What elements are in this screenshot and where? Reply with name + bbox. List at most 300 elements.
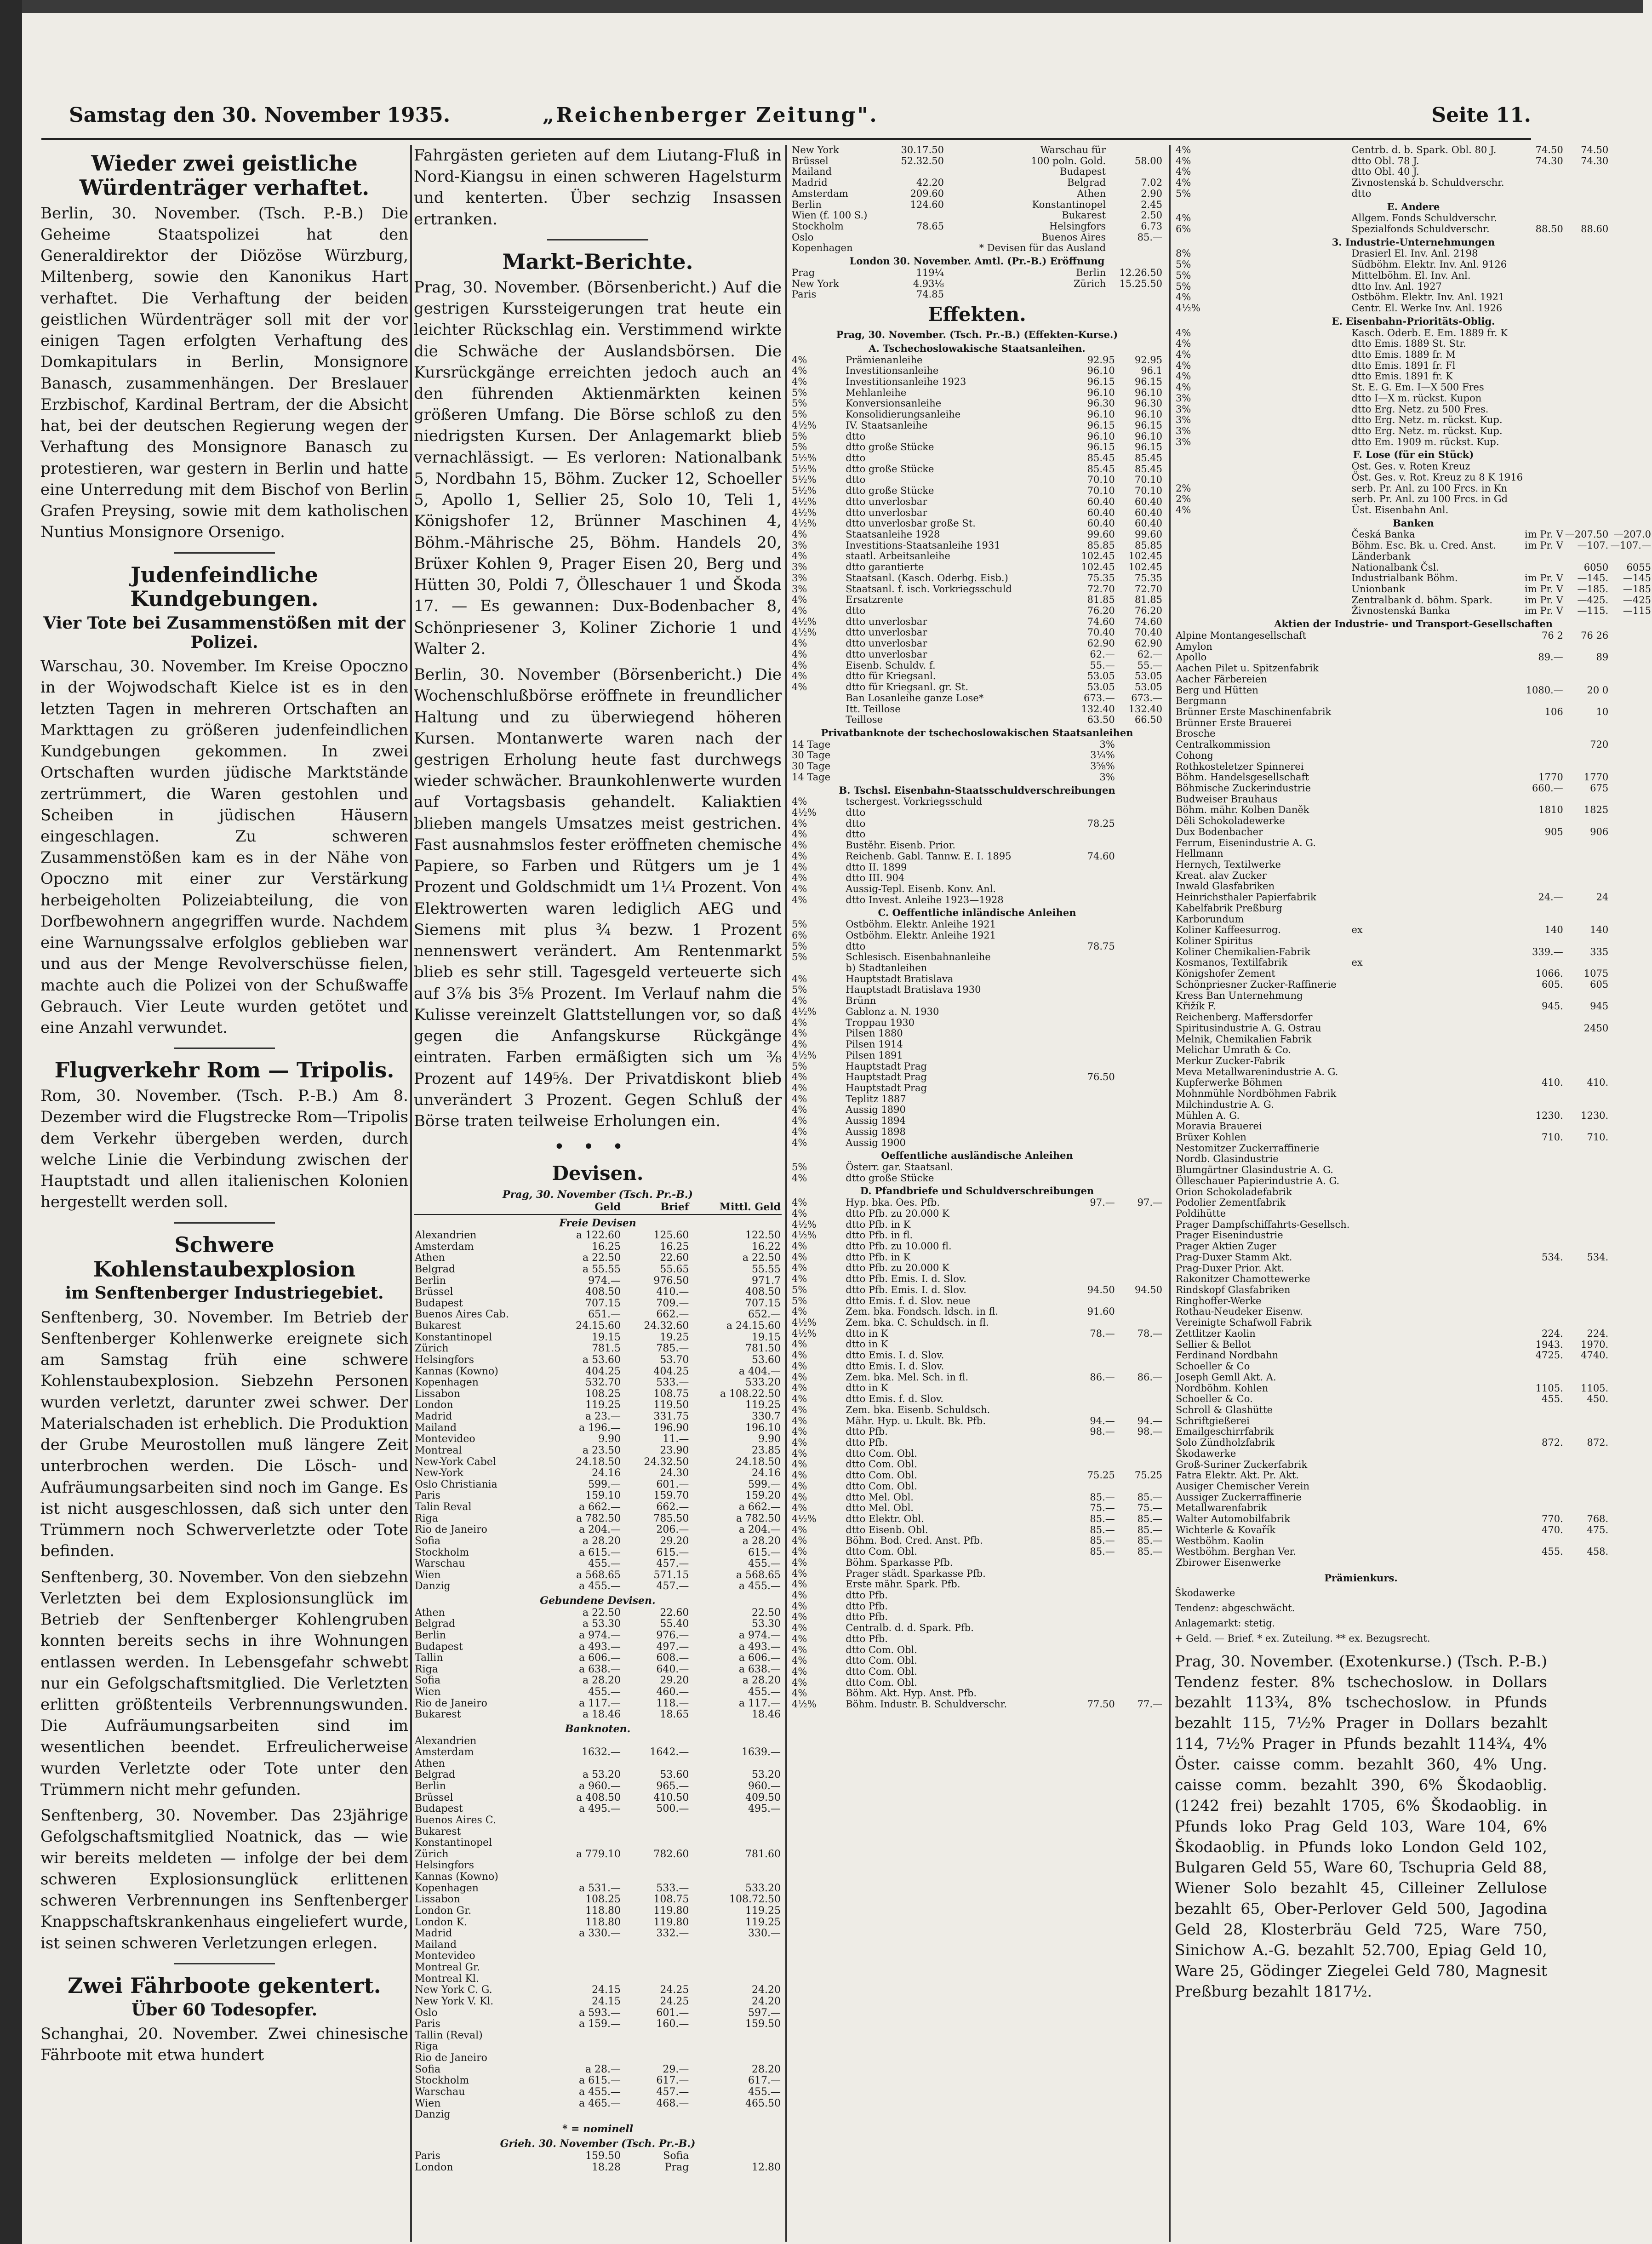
effekten-title: Effekten. (928, 303, 1026, 326)
table-cell: 408.50 (745, 1286, 781, 1298)
table-row (791, 1372, 1163, 1383)
table-cell: 7.02 (1141, 177, 1162, 189)
table-cell: dtto garantierte (846, 561, 924, 573)
table-cell: Schoeller & Co (1176, 1361, 1250, 1372)
table-cell: Athen (415, 1252, 445, 1264)
table-cell: 4½% (792, 1513, 817, 1524)
table-cell: Troppau 1930 (846, 1017, 915, 1028)
table-cell: Böhm. Handelsgesellschaft (1176, 772, 1309, 783)
table-row (414, 1502, 782, 1513)
table-cell: Rothau-Neudeker Eisenw. (1176, 1306, 1303, 1317)
table-cell: a 662.— (738, 1501, 781, 1513)
table-cell: 76.50 (1087, 1071, 1115, 1083)
table-cell: Lissabon (415, 1894, 460, 1906)
table-cell (1069, 952, 1116, 963)
table-row (1175, 1405, 1652, 1416)
table-cell: Brünner Erste Brauerei (1176, 717, 1292, 728)
table-row (414, 1230, 782, 1242)
table-cell: Mailand (415, 1939, 457, 1951)
table-cell: 96.15 (1087, 419, 1115, 431)
table-cell (1350, 859, 1524, 870)
table-row (791, 200, 1163, 211)
table-cell: a 28.20 (742, 1535, 781, 1547)
table-cell (1564, 1208, 1609, 1219)
table-row (791, 671, 1163, 682)
table-cell: Südböhm. Elektr. Inv. Anl. 9126 (1351, 259, 1507, 270)
table-cell: Wien (415, 1686, 441, 1698)
table-row (791, 1503, 1163, 1514)
table-row (1175, 303, 1652, 314)
table-cell (414, 1202, 554, 1215)
table-cell: 455. (1541, 1546, 1563, 1557)
table-cell (888, 166, 945, 177)
table-cell: 24.18.50 (736, 1456, 781, 1468)
table-cell (1175, 461, 1350, 472)
table-cell: 81.85 (1087, 594, 1115, 606)
table-cell: 599.— (588, 1478, 621, 1490)
table-cell: 22.60 (660, 1252, 689, 1264)
table-cell (554, 1826, 622, 1838)
table-cell (1564, 663, 1609, 674)
table-cell: 5% (792, 951, 807, 963)
table-cell: 4% (1176, 349, 1191, 360)
table-cell: Emailgeschirrfabrik (1176, 1426, 1274, 1437)
table-cell: 404.25 (585, 1365, 621, 1377)
table-cell: Paris (792, 289, 817, 300)
table-cell: Zürich (1073, 278, 1106, 289)
table-row (791, 1405, 1163, 1416)
table-row (791, 431, 1163, 442)
table-cell (1524, 1197, 1564, 1208)
table-cell: a 593.— (578, 2007, 621, 2019)
table-cell: 971.7 (752, 1275, 781, 1287)
table-cell (1564, 1470, 1609, 1481)
table-cell (1524, 551, 1564, 562)
table-cell: a 53.20 (582, 1769, 621, 1781)
table-cell: Orion Schokoladefabrik (1176, 1186, 1292, 1197)
table-cell: 5% (1176, 280, 1191, 292)
table-row (414, 2087, 782, 2098)
table-cell: 53.60 (660, 1769, 689, 1781)
table-row (1175, 859, 1652, 870)
table-cell: Zivnostenská b. Schuldverschr. (1351, 177, 1504, 189)
table-subheading (1175, 235, 1652, 249)
table-cell: Groß-Suriner Zuckerfabrik (1176, 1459, 1308, 1470)
table-cell: 18.65 (660, 1709, 689, 1721)
table-row (414, 1736, 782, 1747)
table-cell: 4½% (792, 1049, 817, 1061)
table-row (414, 1570, 782, 1581)
table-cell (1350, 1416, 1524, 1427)
table-cell: dtto Pfb. zu 20.000 K (846, 1262, 949, 1274)
table-row (791, 1525, 1163, 1536)
table-row (791, 715, 1163, 726)
table-row (414, 1687, 782, 1698)
table-cell: Dux Bodenbacher (1176, 826, 1263, 837)
table-cell: 4% (792, 1600, 807, 1612)
table-cell: 85.— (1137, 1524, 1162, 1535)
table-cell (1069, 1050, 1116, 1061)
table-cell: Ostböhm. Elektr. Inv. Anl. 1921 (1351, 292, 1505, 303)
table-cell (1116, 1230, 1163, 1241)
table-cell: 94.50 (1087, 1284, 1115, 1295)
table-cell: 4% (1176, 360, 1191, 371)
table-cell (554, 1838, 622, 1849)
table-cell: Děli Schokoladewerke (1176, 815, 1285, 827)
table-cell (1350, 1111, 1524, 1122)
table-cell: London (415, 1399, 453, 1411)
table-cell: St. E. G. Em. I—X 500 Fres (1351, 382, 1484, 393)
table-row (1175, 415, 1652, 426)
table-cell: a 28.20 (582, 1675, 621, 1687)
table-cell (1116, 1601, 1163, 1612)
table-cell: 70.10 (1134, 474, 1162, 486)
table-cell: a 330.— (578, 1928, 621, 1940)
table-cell: Aacher Färbereien (1176, 673, 1267, 685)
table-cell (1564, 1187, 1609, 1198)
table-cell: 22.60 (660, 1607, 689, 1619)
table-row (414, 1321, 782, 1332)
table-subheading-text: Prag, 30. November (Tsch. Pr.-B.) (503, 1189, 693, 1201)
table-row (791, 1116, 1163, 1127)
table-row (414, 1389, 782, 1400)
table-row (1175, 281, 1652, 292)
table-cell (1524, 914, 1564, 925)
table-cell (1069, 1612, 1116, 1623)
table-cell: 675 (1590, 782, 1609, 794)
devisen-title: Devisen. (552, 1162, 644, 1185)
table-cell (1350, 1274, 1524, 1285)
table-cell: 4% (792, 818, 807, 829)
table-cell: 23.90 (660, 1444, 689, 1456)
table-cell: 55.40 (660, 1618, 689, 1630)
table-row (1175, 573, 1652, 584)
table-subheading-text: Oeffentliche ausländische Anleihen (881, 1150, 1073, 1162)
table-cell (1175, 562, 1350, 573)
table-cell: 601.— (656, 1478, 689, 1490)
table-cell: 75.25 (1087, 1470, 1115, 1481)
separator (174, 1222, 275, 1224)
table-cell: Kopenhagen (415, 1377, 479, 1389)
table-cell (1350, 1165, 1524, 1176)
table-cell (1350, 816, 1524, 827)
table-cell: Brosche (1176, 728, 1216, 739)
section-title: Markt-Berichte. (502, 249, 693, 274)
table-cell: 533.20 (745, 1882, 781, 1894)
table-cell: 673.— (1131, 692, 1162, 704)
table-cell: 965.— (656, 1780, 689, 1792)
table-cell: dtto Com. Obl. (846, 1655, 917, 1666)
table-cell: 224. (1587, 1328, 1609, 1339)
table-cell: 96.10 (1087, 365, 1115, 377)
table-cell: 770. (1541, 1513, 1563, 1525)
table-subheading (1175, 617, 1652, 630)
table-cell: 4½% (792, 616, 817, 627)
table-cell: 97.— (1137, 1197, 1162, 1208)
table-cell (1116, 1383, 1163, 1394)
table-cell: 4% (792, 605, 807, 617)
table-cell: 78.— (1137, 1328, 1162, 1339)
table-cell: Berlin (415, 1275, 446, 1287)
table-cell: Křižík F. (1176, 1001, 1216, 1012)
table-cell (1524, 816, 1564, 827)
table-cell: 1105. (1535, 1382, 1563, 1394)
table-cell: Koliner Kaffeesurrog. (1176, 924, 1281, 936)
table-cell: dtto II. 1899 (846, 861, 907, 873)
table-cell (1524, 1143, 1564, 1154)
table-cell (1564, 1416, 1609, 1427)
table-cell: 12.80 (752, 2161, 781, 2173)
table-cell: a 117.— (738, 1697, 781, 1709)
table-cell: 96.15 (1087, 441, 1115, 453)
table-cell: 78.75 (1087, 940, 1115, 952)
table-cell (1524, 838, 1564, 849)
table-row (1175, 728, 1652, 739)
table-row (1175, 224, 1652, 235)
table-cell (1350, 1536, 1524, 1547)
table-cell (1564, 1536, 1609, 1547)
table-cell (690, 1838, 782, 1849)
table-cell: Reichenb. Gabl. Tannw. E. I. 1895 (846, 850, 1012, 862)
table-cell: 88.60 (1581, 223, 1609, 235)
table-cell: Länderbank (1351, 550, 1411, 562)
table-cell: 3% (792, 583, 807, 595)
table-cell: 94.50 (1134, 1284, 1162, 1295)
table-cell: 455.— (748, 1686, 781, 1698)
table-cell (1564, 189, 1609, 200)
table-cell: 88.50 (1535, 223, 1563, 235)
table-cell: 4% (792, 1404, 807, 1415)
table-row (791, 1634, 1163, 1645)
table-row (1175, 957, 1652, 968)
table-cell: Ausiger Chemischer Verein (1176, 1480, 1309, 1492)
table-cell: Aussig-Tepl. Eisenb. Konv. Anl. (846, 883, 996, 894)
table-row (414, 1445, 782, 1457)
table-cell (1564, 1285, 1609, 1296)
table-cell (1350, 685, 1524, 696)
table-cell: 5% (792, 919, 807, 930)
table-cell: 4% (792, 1028, 807, 1039)
table-row (791, 819, 1163, 830)
table-row (791, 156, 1163, 167)
table-cell (1069, 1666, 1116, 1677)
table-cell: 62.90 (1087, 638, 1115, 649)
table-cell (1524, 641, 1564, 653)
table-cell: 4% (792, 1633, 807, 1644)
table-cell: Bukarest (415, 1320, 461, 1332)
table-row (1175, 1088, 1652, 1099)
table-cell (1069, 963, 1116, 974)
table-cell (1564, 1481, 1609, 1492)
table-cell (1116, 1394, 1163, 1405)
table-cell: 2.50 (1141, 210, 1162, 221)
table-cell: 597.— (748, 2007, 781, 2019)
table-cell: dtto Com. Obl. (846, 1677, 917, 1688)
table-cell: Meva Metallwarenindustrie A. G. (1176, 1066, 1338, 1077)
table-row (791, 1612, 1163, 1623)
table-cell (690, 1951, 782, 1962)
table-row (791, 1306, 1163, 1317)
table-cell: 52.32.50 (901, 155, 944, 166)
table-cell: 24.25 (660, 1984, 689, 1996)
article-title: Flugverkehr Rom — Tripolis. (54, 1058, 394, 1083)
table-row (791, 1105, 1163, 1116)
table-row (1175, 606, 1652, 617)
table-cell: 4½% (792, 496, 817, 507)
table-row (1175, 1546, 1652, 1557)
table-row (414, 1769, 782, 1781)
table-cell (1524, 728, 1564, 739)
table-cell (1524, 166, 1564, 177)
table-row (791, 1028, 1163, 1039)
table-cell: 3% (792, 572, 807, 584)
table-cell: 119.80 (653, 1916, 689, 1928)
table-cell: 4% (792, 1093, 807, 1105)
table-cell: 96.15 (1134, 441, 1162, 453)
table-cell: dtto unverlosbar (846, 627, 927, 638)
table-cell: Blumgärtner Glasindustrie A. G. (1176, 1164, 1333, 1176)
table-cell: 4% (792, 796, 807, 807)
table-row (791, 1083, 1163, 1094)
table-cell: 615.— (656, 1546, 689, 1558)
table-cell (1350, 1296, 1524, 1307)
table-row (1175, 270, 1652, 281)
table-cell (1524, 761, 1564, 773)
table-row (1175, 292, 1652, 303)
table-cell: a 53.30 (582, 1618, 621, 1630)
table-cell: 4½% (792, 807, 817, 818)
table-cell: Merkur Zucker-Fabrik (1176, 1055, 1285, 1066)
table-cell (554, 1758, 622, 1770)
table-cell (1564, 437, 1609, 448)
table-row (791, 508, 1163, 519)
table-cell: 16.25 (660, 1241, 689, 1253)
table-cell (1524, 1536, 1564, 1547)
table-row (791, 1162, 1163, 1173)
devisen-table (414, 1186, 782, 2173)
table-cell (1069, 1557, 1116, 1569)
table-cell: 108.25 (585, 1894, 621, 1906)
table-cell (1524, 177, 1564, 189)
table-cell (1350, 990, 1524, 1002)
table-cell: 4% (1176, 327, 1191, 338)
table-cell (1116, 1590, 1163, 1601)
table-cell: 96.10 (1134, 430, 1162, 442)
table-cell: dtto Emis. f. d. Slov. (846, 1393, 943, 1405)
table-row (414, 1309, 782, 1321)
table-cell: 85.— (1137, 231, 1162, 243)
table-cell: dtto Pfb. in K (846, 1219, 911, 1230)
table-cell: 4% (792, 861, 807, 873)
table-row (414, 1781, 782, 1792)
table-row (414, 1377, 782, 1389)
table-cell: 4% (1176, 155, 1191, 166)
table-cell (1116, 941, 1163, 952)
column-2 (414, 145, 782, 2242)
table-cell: 62.90 (1134, 638, 1162, 649)
table-cell: 24.16 (592, 1467, 621, 1479)
table-row (1175, 1219, 1652, 1231)
table-cell (1116, 1339, 1163, 1350)
table-cell (1564, 1012, 1609, 1023)
table-row (1175, 903, 1652, 914)
table-cell (622, 1951, 690, 1962)
table-cell: Solo Zündholzfabrik (1176, 1437, 1275, 1448)
table-cell: 500.— (656, 1803, 689, 1815)
table-cell: Hauptstadt Bratislava 1930 (846, 984, 981, 996)
table-cell: dtto Com. Obl. (846, 1459, 917, 1470)
table-cell: dtto unverlosbar (846, 507, 927, 518)
table-cell: Westböhm. Berghan Ver. (1176, 1546, 1297, 1557)
table-cell: 18.28 (592, 2161, 621, 2173)
table-row (1175, 947, 1652, 958)
table-row (791, 1050, 1163, 1061)
table-cell: Industrialbank Böhm. (1351, 572, 1458, 584)
table-cell: Böhm. Esc. Bk. u. Cred. Anst. (1351, 540, 1496, 551)
table-cell: 4% (792, 638, 807, 649)
scan-edge-left (0, 0, 22, 2244)
table-row (1175, 1350, 1652, 1361)
table-cell: Rio de Janeiro (415, 1697, 487, 1709)
table-row (791, 268, 1163, 279)
table-cell: Aachen Pilet u. Spitzenfabrik (1176, 663, 1319, 674)
table-cell: 53.60 (752, 1354, 781, 1366)
table-row (1175, 426, 1652, 437)
table-row (414, 1962, 782, 1974)
table-row (791, 1018, 1163, 1029)
table-cell: 4% (792, 659, 807, 671)
table-cell (1069, 1094, 1116, 1105)
table-cell: 3% (1176, 403, 1191, 415)
table-row (1175, 494, 1652, 505)
table-row (1175, 472, 1652, 483)
table-cell: 86.— (1090, 1371, 1115, 1383)
table-row (791, 518, 1163, 529)
table-cell: 24.32.60 (644, 1320, 689, 1332)
table-cell: 4% (792, 1546, 807, 1557)
column-rule (410, 145, 412, 2242)
table-cell (622, 1872, 690, 1883)
table-cell: Mailand (792, 166, 832, 177)
article-title: Wieder zwei geistliche Würdenträger verhaftet. (79, 151, 370, 200)
table-row (1175, 663, 1652, 674)
table-cell (1564, 1405, 1609, 1416)
table-cell: Inwald Glasfabriken (1176, 881, 1275, 892)
table-cell (1116, 1569, 1163, 1580)
table-row (1175, 1197, 1652, 1208)
table-cell: Zettlitzer Kaolin (1176, 1328, 1256, 1339)
table-cell (1350, 1340, 1524, 1351)
table-cell: 4725. (1535, 1350, 1563, 1361)
table-cell: Zem. bka. Fondsch. ldsch. in fl. (846, 1306, 999, 1317)
table-cell: Konstantinopel (415, 1837, 492, 1849)
table-row (1175, 1394, 1652, 1405)
table-cell: 6055 (1626, 561, 1651, 573)
table-cell: 99.60 (1087, 529, 1115, 540)
table-cell (1069, 1230, 1116, 1241)
table-row (791, 617, 1163, 628)
table-cell: 455.— (748, 1558, 781, 1570)
table-cell: 4% (792, 648, 807, 660)
table-cell: 58.00 (1134, 155, 1162, 166)
table-cell (554, 1974, 622, 1985)
page-header (69, 99, 1531, 131)
table-row (791, 540, 1163, 551)
table-cell (1069, 1116, 1116, 1127)
table-row (791, 1492, 1163, 1503)
table-cell (1564, 761, 1609, 773)
table-cell: 4½% (792, 419, 817, 431)
